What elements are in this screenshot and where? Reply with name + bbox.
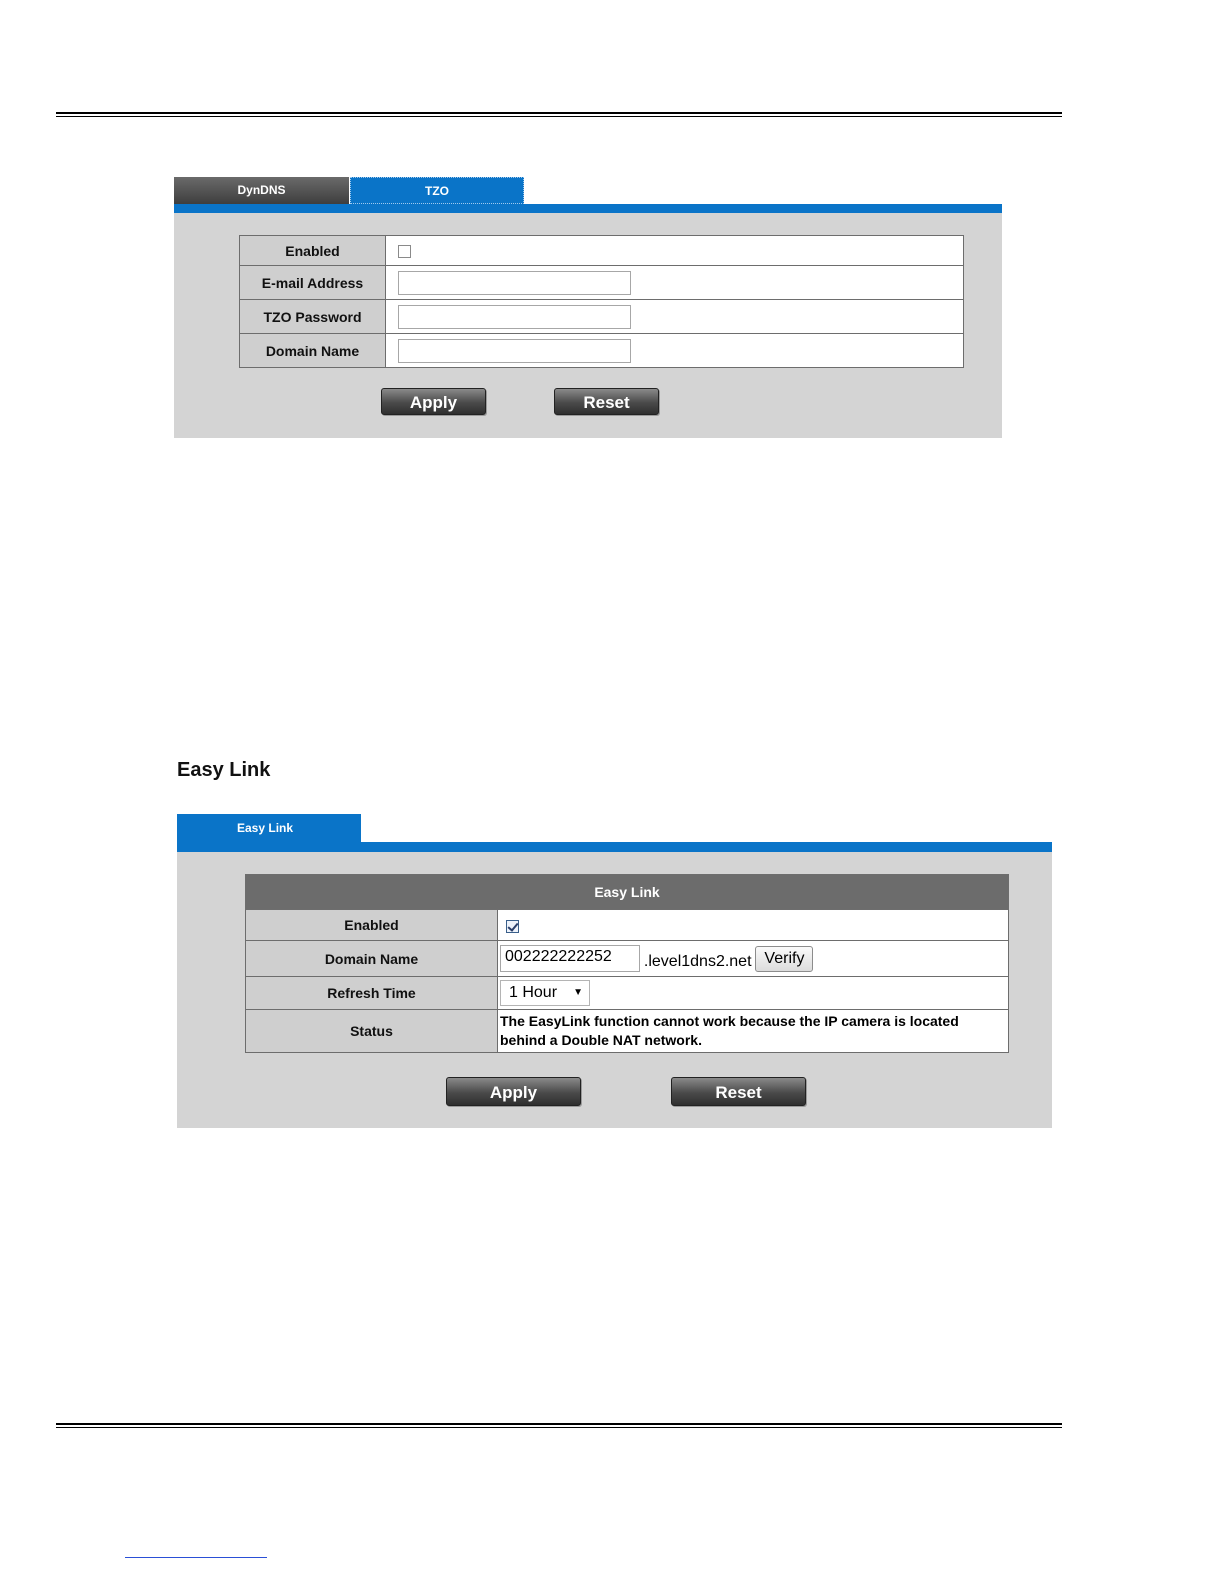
enabled-label: Enabled [240, 236, 386, 266]
tab-easy-link[interactable]: Easy Link [177, 814, 361, 842]
domain-label: Domain Name [240, 334, 386, 368]
status-label: Status [246, 1010, 498, 1053]
domain-cell [498, 941, 1009, 977]
tzo-panel [174, 177, 1002, 438]
tzo-enabled-checkbox[interactable] [398, 245, 411, 258]
email-input[interactable] [398, 271, 631, 295]
refresh-time-value: 1 Hour [509, 984, 558, 1001]
footer-link-underline [125, 1557, 267, 1558]
chevron-down-icon: ▼ [573, 987, 583, 998]
tzo-domain-input[interactable] [398, 339, 631, 363]
domain-suffix: .level1dns2.net [643, 953, 752, 971]
table-title: Easy Link [246, 875, 1009, 910]
easy-link-panel [177, 814, 1052, 1128]
refresh-label: Refresh Time [246, 977, 498, 1010]
tzo-panel-body [174, 213, 1002, 438]
header-rule [56, 112, 1062, 117]
form-row-enabled [240, 236, 964, 266]
email-label: E-mail Address [240, 266, 386, 300]
form-row-domain [246, 941, 1009, 977]
easy-link-domain-input[interactable]: 002222222252 [500, 945, 640, 972]
form-row-enabled [246, 910, 1009, 941]
easy-link-apply-button[interactable]: Apply [446, 1077, 581, 1106]
enabled-cell [386, 236, 964, 266]
form-row-email [240, 266, 964, 300]
tab-bar [174, 204, 1002, 213]
form-row-password [240, 300, 964, 334]
domain-cell [386, 334, 964, 368]
tzo-form-table [239, 235, 964, 368]
refresh-cell [498, 977, 1009, 1010]
tzo-reset-button[interactable]: Reset [554, 388, 659, 415]
form-row-refresh [246, 977, 1009, 1010]
password-cell [386, 300, 964, 334]
table-title-row [246, 875, 1009, 910]
easy-link-reset-button[interactable]: Reset [671, 1077, 806, 1106]
easy-link-heading: Easy Link [177, 759, 271, 781]
tab-dyndns[interactable]: DynDNS [174, 177, 349, 204]
tzo-apply-button[interactable]: Apply [381, 388, 486, 415]
password-label: TZO Password [240, 300, 386, 334]
easy-link-panel-body [177, 852, 1052, 1128]
refresh-time-select[interactable] [500, 980, 590, 1006]
form-row-domain [240, 334, 964, 368]
status-message: The EasyLink function cannot work because the IP camera is located behind a Double NAT network. [498, 1010, 1009, 1053]
tab-bar [177, 842, 1052, 852]
domain-label: Domain Name [246, 941, 498, 977]
footer-rule [56, 1423, 1062, 1428]
form-row-status [246, 1010, 1009, 1053]
password-input[interactable] [398, 305, 631, 329]
enabled-cell [498, 910, 1009, 941]
easy-link-table [245, 874, 1009, 1053]
email-cell [386, 266, 964, 300]
easy-link-enabled-checkbox[interactable] [506, 920, 519, 933]
tab-tzo[interactable]: TZO [350, 177, 524, 204]
verify-button[interactable]: Verify [755, 946, 813, 972]
enabled-label: Enabled [246, 910, 498, 941]
